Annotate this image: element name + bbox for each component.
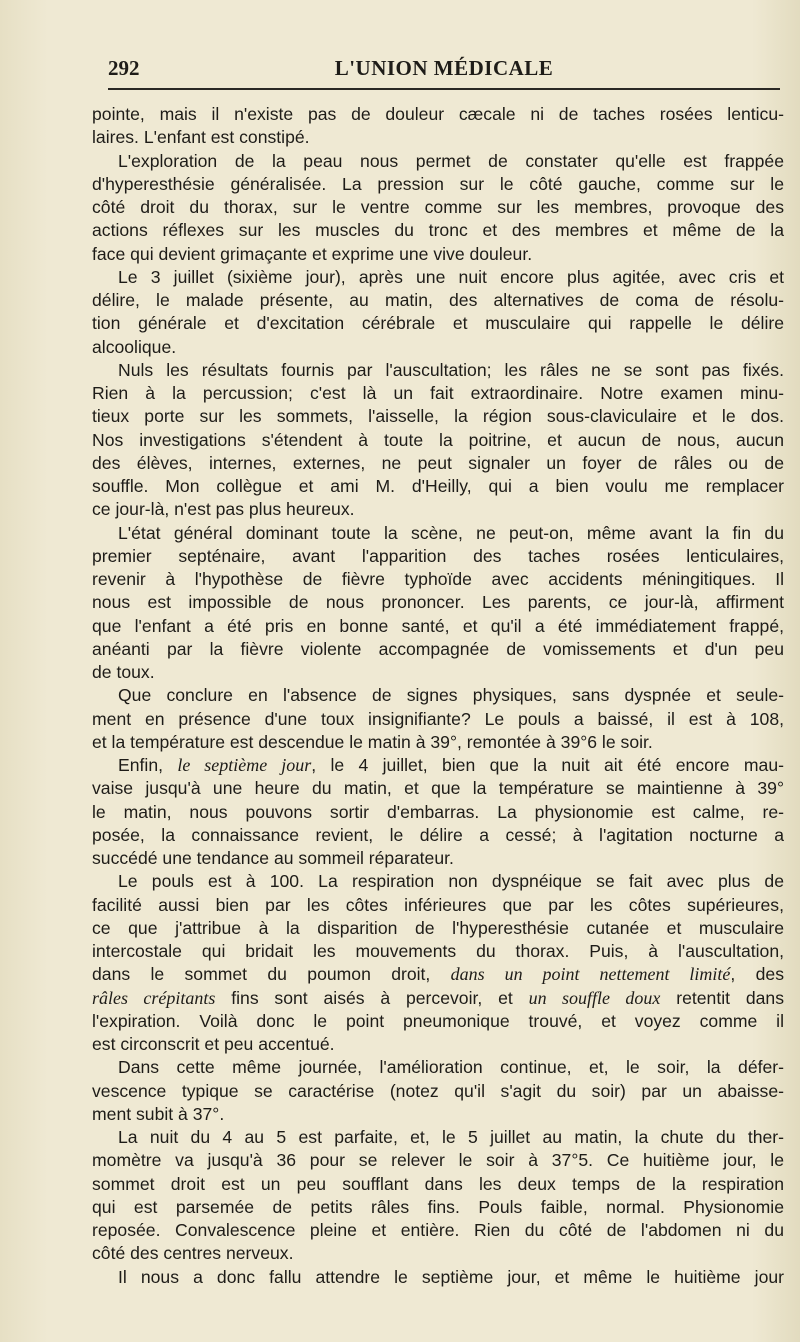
text-segment: côté droit du thorax, sur le ventre comme sur les membres, provoque des bbox=[92, 197, 784, 217]
text-segment: tieux porte sur les sommets, l'aisselle, la région sous-claviculaire et le dos. bbox=[92, 406, 784, 427]
text-line bbox=[92, 987, 784, 1010]
text-line bbox=[92, 545, 784, 568]
text-line bbox=[92, 940, 784, 963]
text-line bbox=[92, 1033, 784, 1056]
text-line bbox=[92, 1196, 784, 1219]
text-line bbox=[92, 894, 784, 917]
text-line bbox=[92, 591, 784, 614]
text-segment: vescence typique se caractérise (notez qu'il s'agit du soir) par un abaisse- bbox=[92, 1080, 784, 1101]
text-line bbox=[92, 103, 784, 126]
text-line bbox=[92, 1219, 784, 1242]
italic-segment: râles crépitants bbox=[92, 987, 216, 1008]
text-segment: retentit dans bbox=[660, 987, 784, 1008]
text-segment: pointe, mais il n'existe pas de douleur cæcale ni de taches rosées lenticu- bbox=[92, 104, 784, 124]
text-line bbox=[92, 405, 784, 428]
text-line bbox=[92, 847, 784, 870]
text-segment: face qui devient grimaçante et exprime une vive douleur. bbox=[92, 243, 533, 264]
text-line bbox=[92, 1056, 784, 1079]
text-segment: anéanti par la fièvre violente accompagnée de vomissements et d'un peu bbox=[92, 638, 784, 659]
text-line bbox=[92, 1266, 784, 1289]
text-segment: que l'enfant a été pris en bonne santé, et qu'il a été immédiatement frappé, bbox=[92, 615, 784, 636]
text-line bbox=[92, 777, 784, 800]
text-line bbox=[92, 1149, 784, 1172]
text-segment: tion générale et d'excitation cérébrale et musculaire qui rappelle le délire bbox=[92, 313, 784, 334]
text-line bbox=[92, 754, 784, 777]
text-line bbox=[92, 336, 784, 359]
text-segment: délire, le malade présente, au matin, des alternatives de coma de résolu- bbox=[92, 290, 784, 310]
text-segment: , des bbox=[730, 964, 784, 985]
text-line bbox=[92, 684, 784, 707]
text-segment: Le pouls est à 100. La respiration non dyspnéique se fait avec plus de bbox=[118, 871, 784, 892]
text-segment: premier septénaire, avant l'apparition des taches rosées lenticulaires, bbox=[92, 545, 784, 566]
text-line bbox=[92, 1126, 784, 1149]
text-segment: laires. L'enfant est constipé. bbox=[92, 127, 310, 148]
text-segment: Nos investigations s'étendent à toute la poitrine, et aucun de nous, aucun bbox=[92, 429, 784, 450]
text-line bbox=[92, 498, 784, 521]
text-line bbox=[92, 731, 784, 754]
text-segment: ment subit à 37°. bbox=[92, 1103, 225, 1124]
text-segment: Le 3 juillet (sixième jour), après une nuit encore plus agitée, avec cris et bbox=[118, 266, 784, 287]
text-segment: revenir à l'hypothèse de fièvre typhoïde avec accidents méningitiques. Il bbox=[92, 569, 784, 589]
text-line bbox=[92, 196, 784, 219]
text-line bbox=[92, 382, 784, 405]
text-segment: La nuit du 4 au 5 est parfaite, et, le 5 juillet au matin, la chute du ther- bbox=[118, 1127, 784, 1147]
text-line bbox=[92, 615, 784, 638]
text-line bbox=[92, 963, 784, 986]
text-segment: côté des centres nerveux. bbox=[92, 1243, 294, 1264]
text-segment: momètre va jusqu'à 36 pour se relever le soir à 37°5. Ce huitième jour, le bbox=[92, 1150, 784, 1171]
text-line bbox=[92, 917, 784, 940]
text-segment: des élèves, internes, externes, ne peut signaler un foyer de râles ou de bbox=[92, 452, 784, 473]
italic-segment: dans un point nettement limité bbox=[450, 964, 731, 985]
text-segment: nous est impossible de nous prononcer. Les parents, ce jour-là, affirment bbox=[92, 592, 784, 613]
page-header bbox=[108, 50, 780, 84]
text-line bbox=[92, 126, 784, 149]
text-segment: sommet droit est un peu soufflant dans les deux temps de la respiration bbox=[92, 1173, 784, 1194]
italic-segment: le septième jour bbox=[177, 755, 312, 775]
text-line bbox=[92, 173, 784, 196]
text-line bbox=[92, 312, 784, 335]
text-line bbox=[92, 522, 784, 545]
text-segment: le matin, nous pouvons sortir d'embarras. La physionomie est calme, re- bbox=[92, 801, 784, 822]
text-line bbox=[92, 429, 784, 452]
text-line bbox=[92, 266, 784, 289]
text-segment: souffle. Mon collègue et ami M. d'Heilly, qui a bien voulu me remplacer bbox=[92, 476, 784, 496]
text-segment: L'exploration de la peau nous permet de constater qu'elle est frappée bbox=[118, 150, 784, 171]
text-line bbox=[92, 289, 784, 312]
text-segment: posée, la connaissance revient, le délire a cessé; à l'agitation nocturne a bbox=[92, 824, 784, 845]
text-segment: fins sont aisés à percevoir, et bbox=[215, 987, 529, 1008]
text-line bbox=[92, 1173, 784, 1196]
text-segment: ment en présence d'une toux insignifiante? Le pouls a baissé, il est à 108, bbox=[92, 708, 784, 729]
text-line bbox=[92, 870, 784, 893]
text-line bbox=[92, 661, 784, 684]
text-segment: Nuls les résultats fournis par l'auscultation; les râles ne se sont pas fixés. bbox=[118, 359, 784, 380]
page-number: 292 bbox=[108, 56, 140, 80]
text-segment: de toux. bbox=[92, 662, 155, 682]
running-title: L'UNION MÉDICALE bbox=[334, 56, 554, 80]
text-line bbox=[92, 568, 784, 591]
text-segment: intercostale qui bridait les mouvements du thorax. Puis, à l'auscultation, bbox=[92, 941, 784, 961]
text-line bbox=[92, 1080, 784, 1103]
text-line bbox=[92, 150, 784, 173]
text-segment: d'hyperesthésie généralisée. La pression sur le côté gauche, comme sur le bbox=[92, 173, 784, 194]
text-segment: L'état général dominant toute la scène, ne peut-on, même avant la fin du bbox=[118, 522, 784, 543]
text-segment: alcoolique. bbox=[92, 336, 177, 357]
text-segment: l'expiration. Voilà donc le point pneumonique trouvé, et voyez comme il bbox=[92, 1010, 784, 1031]
text-segment: succédé une tendance au sommeil réparateur. bbox=[92, 848, 454, 868]
text-line bbox=[92, 475, 784, 498]
text-segment: Dans cette même journée, l'amélioration continue, et, le soir, la défer- bbox=[118, 1057, 784, 1078]
text-line bbox=[92, 1010, 784, 1033]
text-segment: Que conclure en l'absence de signes physiques, sans dyspnée et seule- bbox=[118, 685, 784, 706]
text-line bbox=[92, 1242, 784, 1265]
text-segment: facilité aussi bien par les côtes inférieures que par les côtes supérieures, bbox=[92, 894, 784, 915]
text-line bbox=[92, 638, 784, 661]
text-line bbox=[92, 452, 784, 475]
italic-segment: un souffle doux bbox=[528, 987, 661, 1008]
text-segment: vaise jusqu'à une heure du matin, et que la température se maintienne à 39° bbox=[92, 778, 784, 799]
header-rule bbox=[108, 88, 780, 90]
text-segment: dans le sommet du poumon droit, bbox=[92, 964, 451, 985]
text-segment: actions réflexes sur les muscles du tronc et des membres et même de la bbox=[92, 220, 784, 241]
text-line bbox=[92, 359, 784, 382]
text-segment: qui est parsemée de petits râles fins. Pouls faible, normal. Physionomie bbox=[92, 1196, 784, 1217]
text-segment: est circonscrit et peu accentué. bbox=[92, 1034, 335, 1054]
text-line bbox=[92, 219, 784, 242]
text-line bbox=[92, 1103, 784, 1126]
text-line bbox=[92, 824, 784, 847]
text-segment: reposée. Convalescence pleine et entière. Rien du côté de l'abdomen ni du bbox=[92, 1220, 784, 1240]
text-line bbox=[92, 243, 784, 266]
text-segment: ce que j'attribue à la disparition de l'hyperesthésie cutanée et musculaire bbox=[92, 917, 784, 938]
text-line bbox=[92, 801, 784, 824]
text-segment: Il nous a donc fallu attendre le septième jour, et même le huitième jour bbox=[118, 1266, 784, 1287]
text-segment: , le 4 juillet, bien que la nuit ait été encore mau- bbox=[311, 755, 784, 775]
body-text bbox=[92, 103, 784, 1289]
text-line bbox=[92, 708, 784, 731]
text-segment: et la température est descendue le matin à 39°, remontée à 39°6 le soir. bbox=[92, 731, 653, 752]
text-segment: Rien à la percussion; c'est là un fait extraordinaire. Notre examen minu- bbox=[92, 383, 784, 403]
text-segment: Enfin, bbox=[118, 755, 178, 775]
text-segment: ce jour-là, n'est pas plus heureux. bbox=[92, 499, 355, 520]
